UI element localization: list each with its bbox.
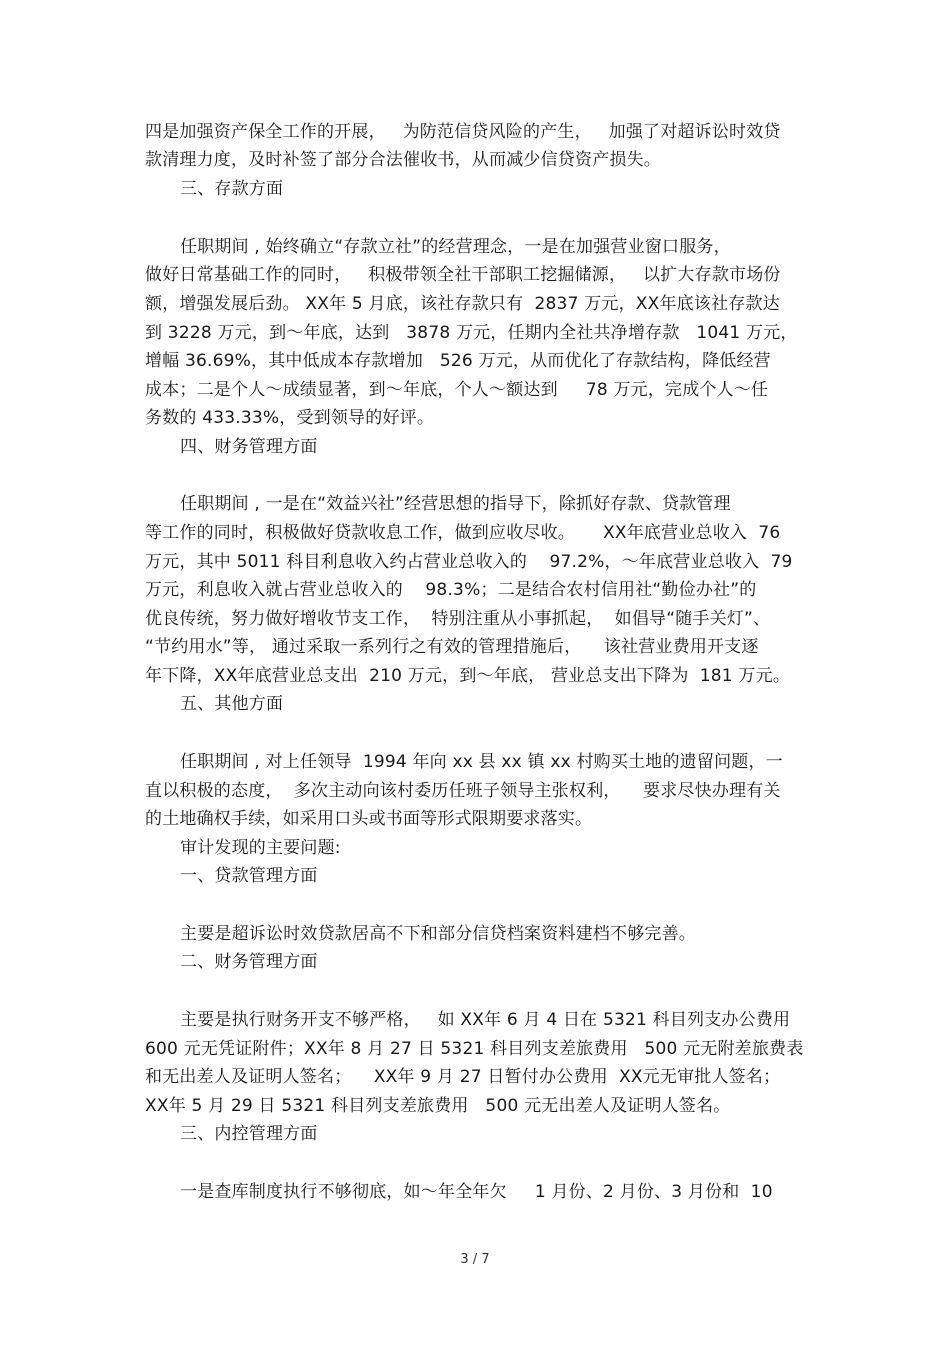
text-line: 额，增强发展后劲。 XX年 5 月底，该社存款只有 2837 万元，XX年底该社存款达 [145,294,780,314]
text-line: XX年 5 月 29 日 5321 科目列支差旅费用 500 元无出差人及证明人签名。 [145,1096,731,1116]
section-heading: 五、其他方面 [180,694,284,714]
text-line: “节约用水”等， 通过采取一系列行之有效的管理措施后， 该社营业费用开支逐 [145,637,759,657]
section-heading: 二、财务管理方面 [180,952,318,972]
page-number: 3 / 7 [460,1252,490,1267]
text-line: 直以积极的态度， 多次主动向该村委历任班子领导主张权利， 要求尽快办理有关 [145,781,781,801]
text-line: 成本；二是个人～成绩显著，到～年底，个人～额达到 78 万元，完成个人～任 [145,380,769,400]
section-heading: 一、贷款管理方面 [180,866,318,886]
section-heading: 四、财务管理方面 [180,437,318,457]
section-heading: 三、内控管理方面 [180,1124,318,1144]
text-line: 等工作的同时，积极做好贷款收息工作，做到应收尽收。 XX年底营业总收入 76 [145,523,781,543]
text-line: 四是加强资产保全工作的开展， 为防范信贷风险的产生， 加强了对超诉讼时效贷 [145,122,781,142]
text-line: 年下降，XX年底营业总支出 210 万元，到～年底， 营业总支出下降为 181 万元。 [145,666,791,686]
text-line: 一是查库制度执行不够彻底，如～年全年欠 1 月份、2 月份、3 月份和 10 [180,1182,773,1202]
text-line: 做好日常基础工作的同时， 积极带领全社干部职工挖掘储源， 以扩大存款市场份 [145,265,781,285]
text-line: 万元，其中 5011 科目利息收入约占营业总收入的 97.2%，～年底营业总收入 79 [145,552,793,572]
section-heading: 三、存款方面 [180,179,284,199]
section-heading: 审计发现的主要问题: [180,838,341,858]
text-line: 主要是超诉讼时效贷款居高不下和部分信贷档案资料建档不够完善。 [180,924,696,944]
text-line: 和无出差人及证明人签名； XX年 9 月 27 日暂付办公费用 XX元无审批人签名； [145,1067,781,1087]
text-line: 任职期间 , 一是在“效益兴社”经营思想的指导下，除抓好存款、贷款管理 [180,494,731,514]
text-line: 任职期间 , 对上任领导 1994 年向 xx 县 xx 镇 xx 村购买土地的遗留问题，一 [180,752,783,772]
text-line: 优良传统，努力做好增收节支工作， 特别注重从小事抓起， 如倡导“随手关灯”、 [145,609,771,629]
text-line: 款清理力度，及时补签了部分合法催收书，从而减少信贷资产损失。 [145,150,661,170]
text-line: 任职期间 , 始终确立“存款立社”的经营理念，一是在加强营业窗口服务， [180,237,731,257]
text-line: 增幅 36.69%，其中低成本存款增加 526 万元，从而优化了存款结构，降低经营 [145,351,771,371]
text-line: 务数的 433.33%，受到领导的好评。 [145,408,435,428]
text-line: 万元，利息收入就占营业总收入的 98.3%；二是结合农村信用社“勤俭办社”的 [145,580,757,600]
text-line: 到 3228 万元，到～年底，达到 3878 万元，任期内全社共净增存款 1041 万元， [145,323,798,343]
text-line: 的土地确权手续，如采用口头或书面等形式限期要求落实。 [145,809,593,829]
text-line: 600 元无凭证附件；XX年 8 月 27 日 5321 科目列支差旅费用 500 元无附差旅费表 [145,1039,804,1059]
text-line: 主要是执行财务开支不够严格， 如 XX年 6 月 4 日在 5321 科目列支办公费用 [180,1010,791,1030]
